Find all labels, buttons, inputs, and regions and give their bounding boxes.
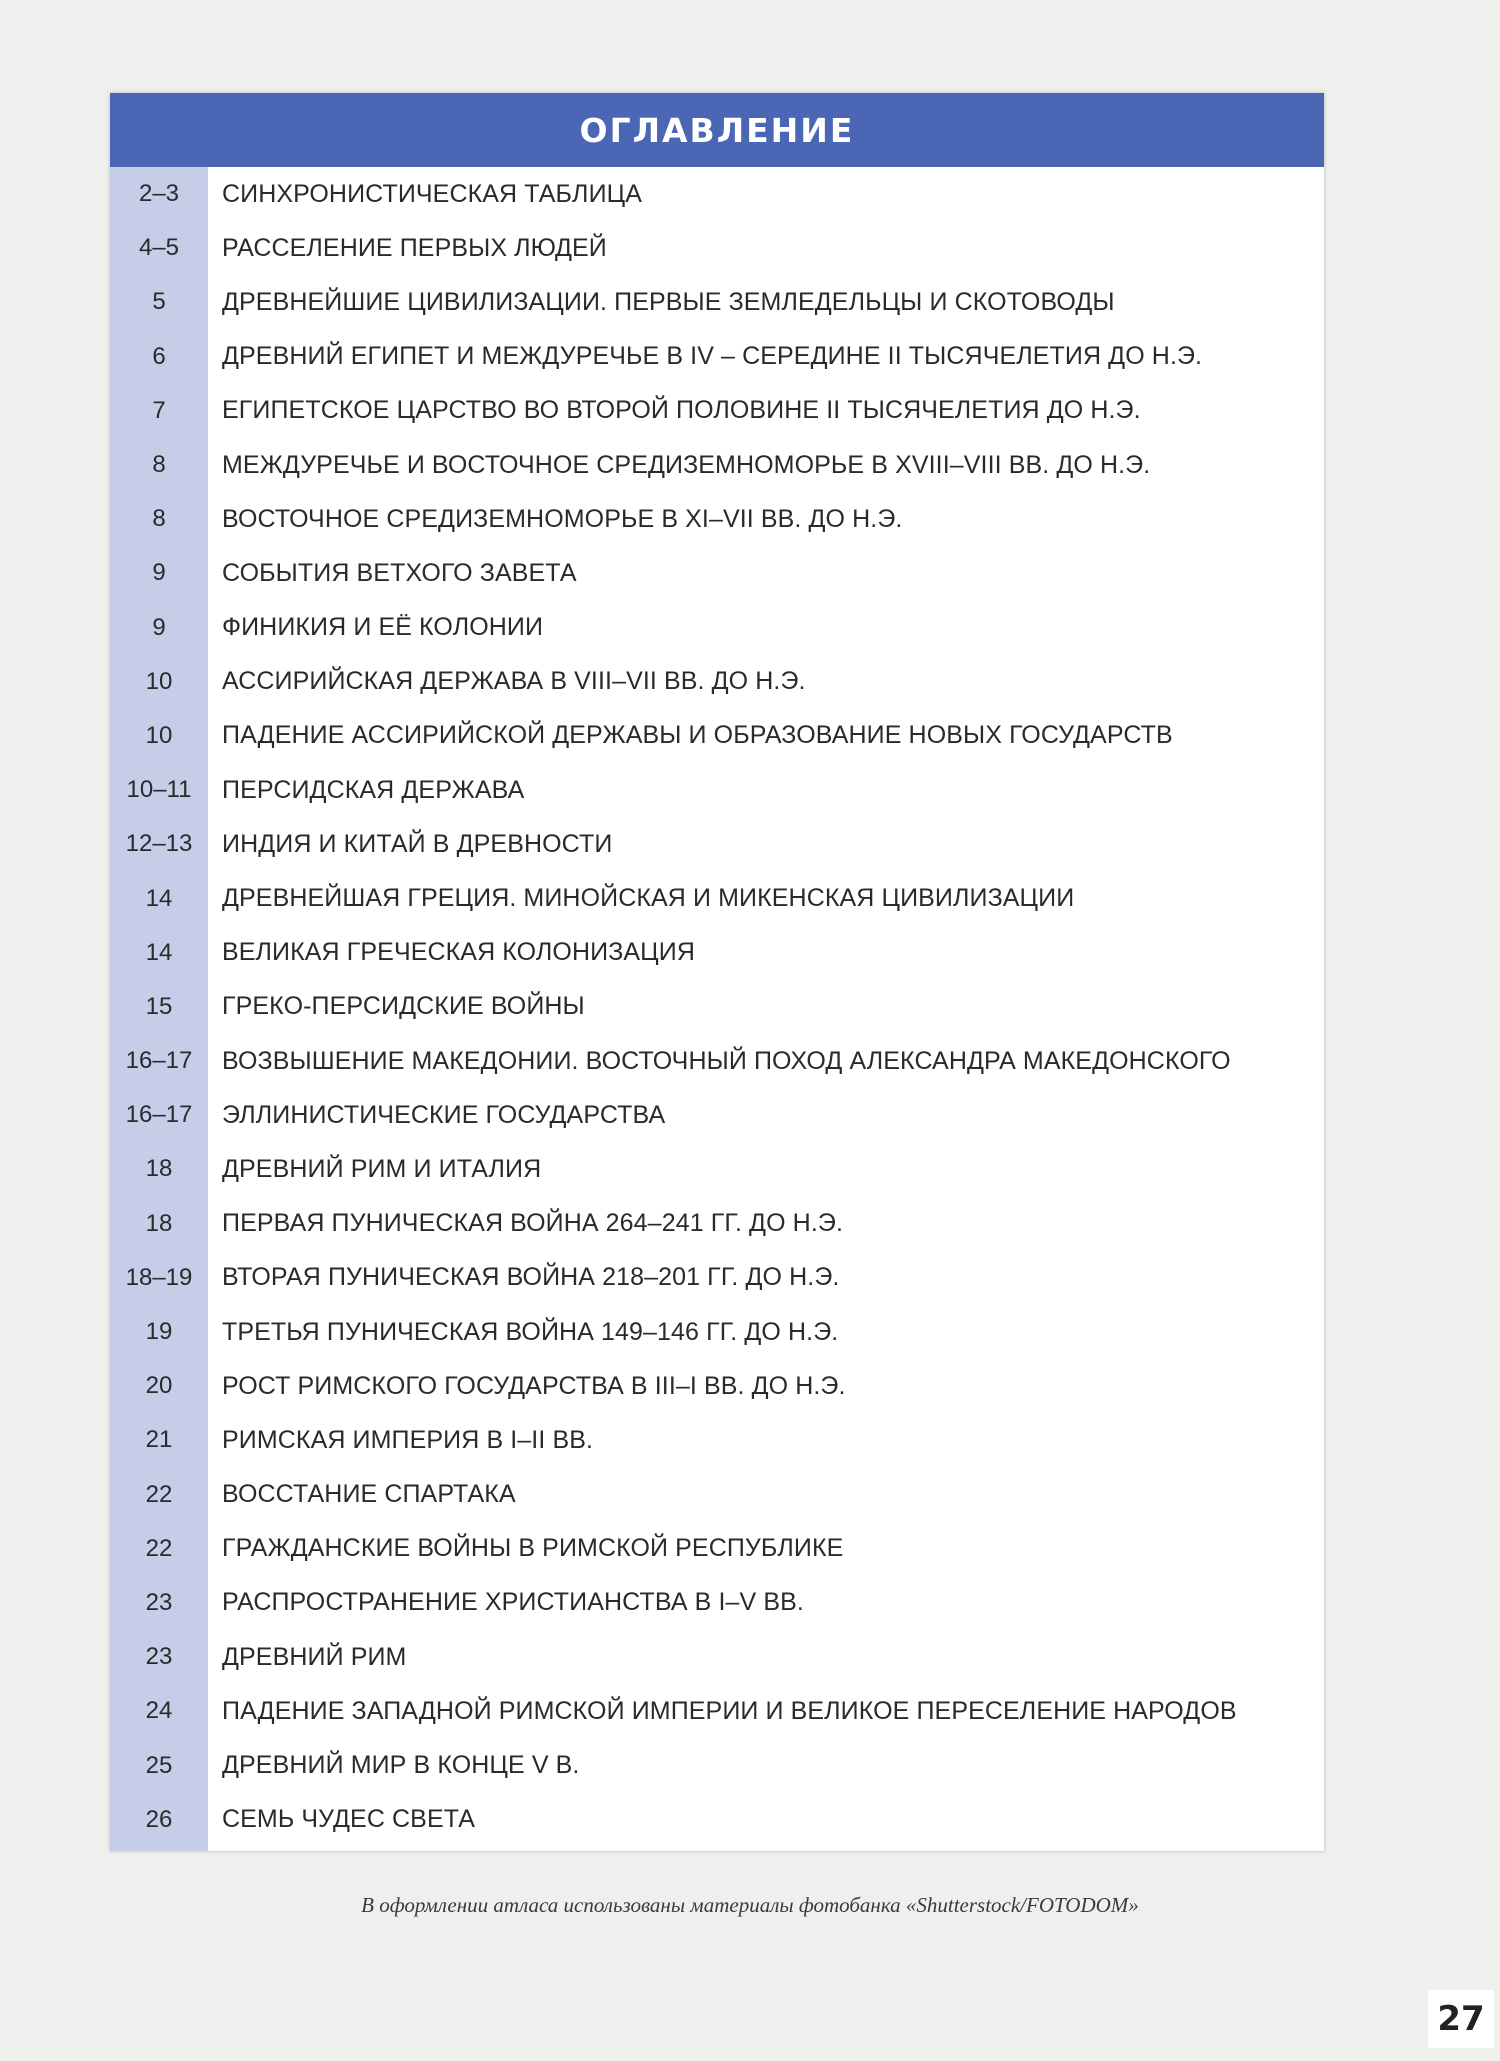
toc-entry-page: 10 [145,721,173,749]
toc-entry-title: ДРЕВНИЙ РИМ [222,1642,407,1671]
photo-credits: В оформлении атласа использованы материалы фотобанка «Shutterstock/FOTODOM» [361,1893,1139,1917]
toc-entry-page: 16–17 [125,1101,193,1129]
toc-entry-title: ВОСТОЧНОЕ СРЕДИЗЕМНОМОРЬЕ В XI–VII ВВ. ДО Н.Э. [222,504,903,533]
toc-entry-page: 23 [145,1588,173,1616]
toc-list [110,167,1324,1847]
toc-entry-page: 22 [145,1480,173,1508]
toc-entry-title: ДРЕВНИЙ ЕГИПЕТ И МЕЖДУРЕЧЬЕ В IV – СЕРЕДИНЕ II ТЫСЯЧЕЛЕТИЯ ДО Н.Э. [222,342,1203,371]
toc-entry-page: 8 [152,451,166,479]
toc-entry[interactable] [110,926,1324,980]
toc-entry-title: ПЕРСИДСКАЯ ДЕРЖАВА [222,775,525,804]
toc-entry[interactable] [110,1251,1324,1305]
toc-entry[interactable] [110,384,1324,438]
toc-entry[interactable] [110,1359,1324,1413]
toc-entry-page: 18 [145,1155,173,1183]
toc-entry-title: ВТОРАЯ ПУНИЧЕСКАЯ ВОЙНА 218–201 ГГ. ДО Н.Э. [222,1263,840,1292]
toc-entry-page: 2–3 [138,180,180,208]
toc-entry[interactable] [110,655,1324,709]
toc-entry-title: ФИНИКИЯ И ЕЁ КОЛОНИИ [222,613,544,642]
toc-entry[interactable] [110,1305,1324,1359]
toc-entry-page: 21 [145,1426,173,1454]
toc-entry-page: 22 [145,1534,173,1562]
toc-entry[interactable] [110,817,1324,871]
toc-entry[interactable] [110,1630,1324,1684]
toc-entry-page: 19 [145,1318,173,1346]
toc-entry[interactable] [110,275,1324,329]
toc-entry[interactable] [110,221,1324,275]
toc-entry-page: 12–13 [125,830,193,858]
toc-header [110,93,1324,167]
toc-entry[interactable] [110,1793,1324,1847]
toc-entry-title: ТРЕТЬЯ ПУНИЧЕСКАЯ ВОЙНА 149–146 ГГ. ДО Н.Э. [222,1317,839,1346]
toc-entry[interactable] [110,763,1324,817]
toc-entry-page: 16–17 [125,1047,193,1075]
toc-entry-title: ПАДЕНИЕ ЗАПАДНОЙ РИМСКОЙ ИМПЕРИИ И ВЕЛИКОЕ ПЕРЕСЕЛЕНИЕ НАРОДОВ [222,1696,1237,1725]
table-of-contents [110,93,1324,1851]
toc-entry-title: ДРЕВНЕЙШИЕ ЦИВИЛИЗАЦИИ. ПЕРВЫЕ ЗЕМЛЕДЕЛЬЦЫ И СКОТОВОДЫ [222,287,1115,316]
toc-entry[interactable] [110,546,1324,600]
toc-entry-title: ВОЗВЫШЕНИЕ МАКЕДОНИИ. ВОСТОЧНЫЙ ПОХОД АЛЕКСАНДРА МАКЕДОНСКОГО [222,1046,1231,1075]
toc-entry[interactable] [110,492,1324,546]
toc-entry-page: 18 [145,1209,173,1237]
toc-entry-page: 10–11 [126,776,192,804]
toc-entry-title: РИМСКАЯ ИМПЕРИЯ В I–II ВВ. [222,1425,594,1454]
toc-entry-title: ГРЕКО-ПЕРСИДСКИЕ ВОЙНЫ [222,992,585,1021]
toc-entry-page: 5 [152,288,166,316]
toc-title: ОГЛАВЛЕНИЕ [579,110,855,150]
toc-entry-title: СИНХРОНИСТИЧЕСКАЯ ТАБЛИЦА [222,179,643,208]
toc-entry[interactable] [110,1142,1324,1196]
toc-entry-page: 7 [152,396,166,424]
toc-entry[interactable] [110,871,1324,925]
toc-entry-title: МЕЖДУРЕЧЬЕ И ВОСТОЧНОЕ СРЕДИЗЕМНОМОРЬЕ В XVIII–VIII ВВ. ДО Н.Э. [222,450,1151,479]
toc-entry-page: 9 [152,559,166,587]
toc-entry-title: ДРЕВНЕЙШАЯ ГРЕЦИЯ. МИНОЙСКАЯ И МИКЕНСКАЯ ЦИВИЛИЗАЦИИ [222,884,1075,913]
toc-entry[interactable] [110,330,1324,384]
toc-entry[interactable] [110,1088,1324,1142]
toc-entry[interactable] [110,1522,1324,1576]
toc-entry-title: ЕГИПЕТСКОЕ ЦАРСТВО ВО ВТОРОЙ ПОЛОВИНЕ II ТЫСЯЧЕЛЕТИЯ ДО Н.Э. [222,396,1141,425]
toc-entry[interactable] [110,1413,1324,1467]
toc-entry-title: ПЕРВАЯ ПУНИЧЕСКАЯ ВОЙНА 264–241 ГГ. ДО Н.Э. [222,1209,843,1238]
toc-entry[interactable] [110,1684,1324,1738]
toc-entry[interactable] [110,1034,1324,1088]
toc-entry-page: 20 [145,1372,173,1400]
page-number: 27 [1428,1990,1494,2048]
toc-entry-page: 6 [152,342,166,370]
toc-entry-title: ВОССТАНИЕ СПАРТАКА [222,1480,516,1509]
toc-entry-page: 8 [152,505,166,533]
toc-entry-title: ВЕЛИКАЯ ГРЕЧЕСКАЯ КОЛОНИЗАЦИЯ [222,938,695,967]
toc-entry-title: ДРЕВНИЙ РИМ И ИТАЛИЯ [222,1154,542,1183]
toc-entry-title: ИНДИЯ И КИТАЙ В ДРЕВНОСТИ [222,829,613,858]
toc-entry-page: 10 [145,667,173,695]
toc-entry-page: 15 [145,992,173,1020]
toc-entry-title: ПАДЕНИЕ АССИРИЙСКОЙ ДЕРЖАВЫ И ОБРАЗОВАНИЕ НОВЫХ ГОСУДАРСТВ [222,721,1173,750]
toc-entry-title: РОСТ РИМСКОГО ГОСУДАРСТВА В III–I ВВ. ДО Н.Э. [222,1371,846,1400]
toc-entry-title: СЕМЬ ЧУДЕС СВЕТА [222,1805,476,1834]
toc-entry[interactable] [110,167,1324,221]
toc-entry-title: ЭЛЛИНИСТИЧЕСКИЕ ГОСУДАРСТВА [222,1100,666,1129]
toc-entry[interactable] [110,709,1324,763]
toc-entry-title: АССИРИЙСКАЯ ДЕРЖАВА В VIII–VII ВВ. ДО Н.Э. [222,667,806,696]
toc-entry[interactable] [110,1197,1324,1251]
toc-entry-title: РАСПРОСТРАНЕНИЕ ХРИСТИАНСТВА В I–V ВВ. [222,1588,804,1617]
toc-entry-title: ГРАЖДАНСКИЕ ВОЙНЫ В РИМСКОЙ РЕСПУБЛИКЕ [222,1534,844,1563]
toc-entry-page: 14 [145,884,173,912]
toc-entry-title: ДРЕВНИЙ МИР В КОНЦЕ V В. [222,1751,580,1780]
toc-entry-page: 14 [145,938,173,966]
toc-entry-page: 4–5 [138,234,180,262]
toc-entry[interactable] [110,1738,1324,1792]
toc-entry-page: 18–19 [125,1263,193,1291]
toc-entry-title: РАССЕЛЕНИЕ ПЕРВЫХ ЛЮДЕЙ [222,233,607,262]
toc-entry-page: 26 [145,1805,173,1833]
toc-entry-page: 9 [152,613,166,641]
toc-entry[interactable] [110,1576,1324,1630]
toc-entry[interactable] [110,1468,1324,1522]
toc-entry-page: 24 [145,1697,173,1725]
toc-entry-page: 23 [145,1643,173,1671]
toc-entry[interactable] [110,601,1324,655]
toc-entry[interactable] [110,438,1324,492]
toc-entry-page: 25 [145,1751,173,1779]
toc-entry-title: СОБЫТИЯ ВЕТХОГО ЗАВЕТА [222,558,577,587]
toc-entry[interactable] [110,980,1324,1034]
